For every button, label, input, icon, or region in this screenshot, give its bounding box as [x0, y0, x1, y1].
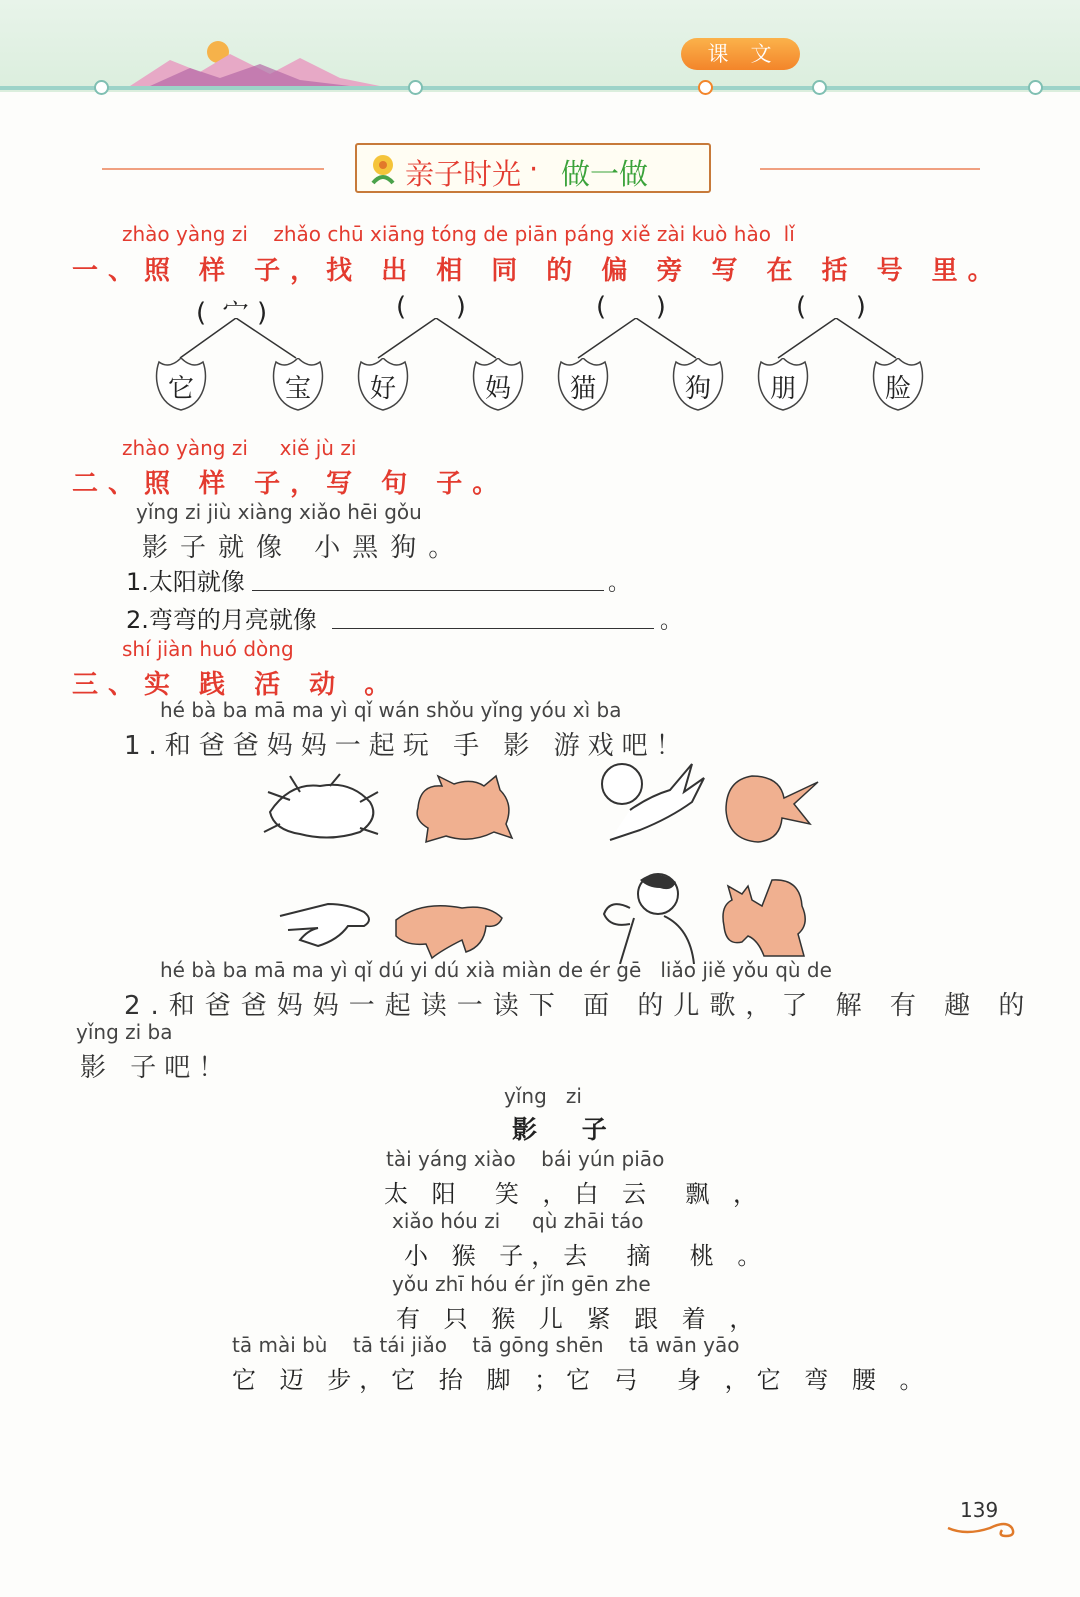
dog-shadow: [392, 900, 507, 960]
title-rule-right: [760, 168, 980, 170]
crab-shadow: [410, 774, 514, 844]
hand-bird-outline: [278, 900, 374, 950]
rabbit-shadow: [722, 768, 822, 848]
flower-icon: [363, 149, 405, 191]
page-number: 139: [960, 1498, 999, 1522]
poem-line: 它 迈 步，它 抬 脚 ；它 弓 身 ，它 弯 腰 。: [232, 1366, 932, 1394]
activity2-pinyin: hé bà ba mā ma yì qǐ dú yi dú xià miàn de ér gē liǎo jiě yǒu qù de: [160, 958, 832, 982]
section-tab[interactable]: 课文: [681, 38, 800, 70]
leaf-character: 它: [167, 374, 194, 404]
bracket-answer[interactable]: ( 宀 ): [196, 298, 268, 328]
bracket-answer[interactable]: ( ): [796, 292, 866, 322]
sentence-item-2: 2.弯弯的月亮就像: [126, 606, 317, 634]
activity2-continued-text: 影 子吧！: [80, 1053, 233, 1083]
poem-title: 影 子: [512, 1115, 625, 1144]
rule-dot: [1028, 80, 1043, 95]
poem-title-pinyin: yǐng zi: [504, 1084, 582, 1108]
example-pinyin: yǐng zi jiù xiàng xiǎo hēi gǒu: [136, 500, 422, 524]
poem-line: 太 阳 笑 ，白 云 飘 ，: [384, 1180, 766, 1208]
rule-dot: [94, 80, 109, 95]
activity1-pinyin: hé bà ba mā ma yì qǐ wán shǒu yǐng yóu xì ba: [160, 698, 622, 722]
leaf-character: 好: [369, 374, 396, 404]
answer-blank-1[interactable]: [252, 590, 604, 591]
example-sentence: 影子就像 小黑狗。: [142, 533, 467, 563]
bracket-answer[interactable]: ( ): [596, 292, 666, 322]
title-separator: ·: [529, 152, 539, 186]
profile-shadow: [718, 876, 820, 958]
hand-rabbit-outline: [600, 760, 710, 844]
leaf-character: 朋: [769, 374, 796, 404]
poem-line: 有 只 猴 儿 紧 跟 着 ，: [396, 1305, 762, 1333]
period-2: 。: [660, 609, 683, 634]
leaf-character: 脸: [884, 374, 911, 404]
poem-line-pinyin: tā mài bù tā tái jiǎo tā gōng shēn tā wān yāo: [232, 1333, 740, 1357]
period-1: 。: [608, 571, 631, 596]
leaf-character: 妈: [484, 374, 511, 404]
section3-heading: 三、实 践 活 动 。: [72, 670, 401, 700]
rule-dot: [812, 80, 827, 95]
section2-heading: 二、照 样 子，写 句 子。: [72, 469, 509, 499]
section3-pinyin: shí jiàn huó dòng: [122, 637, 294, 661]
section2-pinyin: zhào yàng zi xiě jù zi: [122, 436, 357, 460]
header-rule: [0, 86, 1080, 90]
poem-line-pinyin: tài yáng xiào bái yún piāo: [386, 1147, 665, 1171]
poem-line: 小 猴 子，去 摘 桃 。: [404, 1242, 770, 1270]
bracket-answer[interactable]: ( ): [396, 292, 466, 322]
section1-heading: 一、照 样 子，找 出 相 同 的 偏 旁 写 在 括 号 里。: [72, 256, 1004, 286]
poem-line-pinyin: xiǎo hóu zi qù zhāi táo: [392, 1209, 644, 1233]
poem-line-pinyin: yǒu zhī hóu ér jǐn gēn zhe: [392, 1272, 651, 1296]
leaf-character: 狗: [684, 374, 711, 404]
rule-dot: [408, 80, 423, 95]
person-hand-shadow-illustration: [600, 868, 700, 964]
activity2-text: 2.和爸爸妈妈一起读一读下 面 的儿歌，了 解 有 趣 的: [124, 991, 1035, 1021]
leaf-character: 宝: [284, 374, 311, 404]
activity1-text: 1.和爸爸妈妈一起玩 手 影 游戏吧！: [124, 731, 690, 761]
title-part2: 做一做: [561, 157, 649, 191]
page-number-swirl-icon: [946, 1514, 1022, 1538]
title-part1: 亲子时光: [405, 157, 522, 191]
mountain-illustration: [130, 38, 390, 88]
title-rule-left: [102, 168, 324, 170]
activity2-continued-pinyin: yǐng zi ba: [76, 1020, 173, 1044]
page-title: [355, 143, 711, 193]
leaf-character: 猫: [569, 374, 596, 404]
answer-blank-2[interactable]: [332, 628, 654, 629]
sentence-item-1: 1.太阳就像: [126, 568, 245, 596]
hand-crab-outline: [260, 772, 385, 844]
rule-dot: [698, 80, 713, 95]
section1-pinyin: zhào yàng zi zhǎo chū xiāng tóng de piān páng xiě zài kuò hào lǐ: [122, 222, 795, 246]
